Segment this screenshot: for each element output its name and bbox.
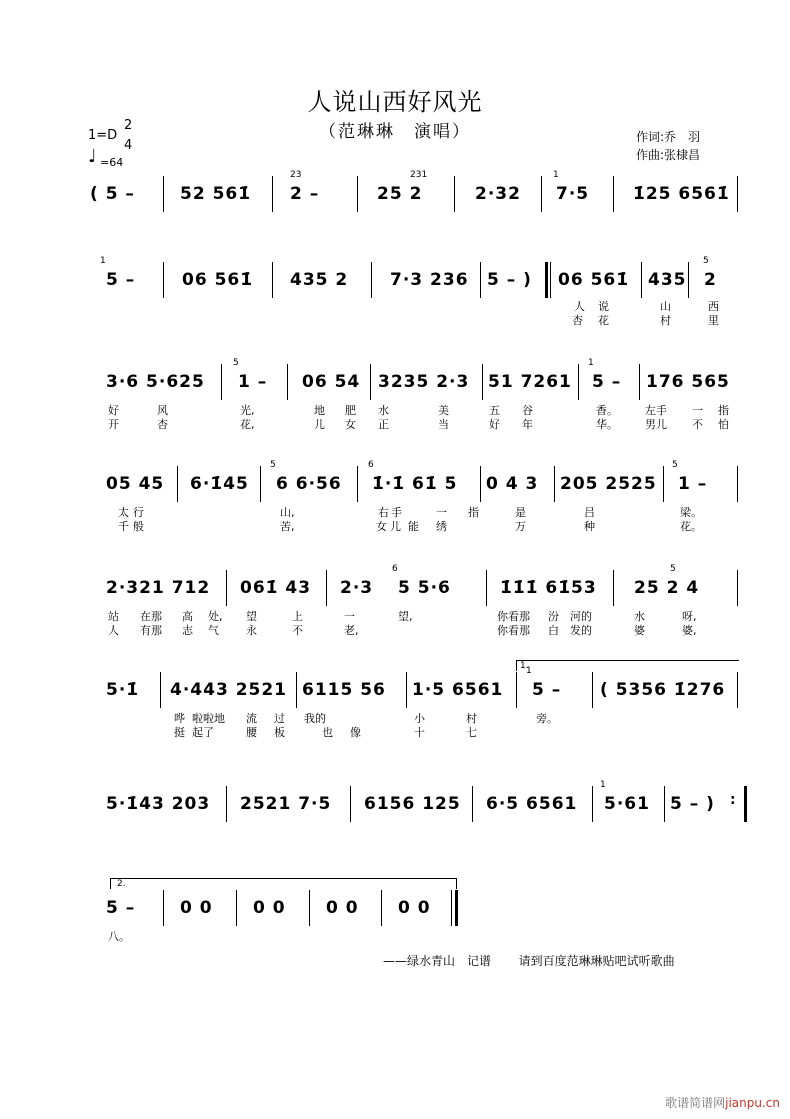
staff-row-5 [0, 564, 790, 637]
lyric: 水 [378, 404, 389, 417]
lyric: 指 [718, 404, 729, 417]
lyric: 腰 [246, 726, 257, 739]
grace-note: 5 [233, 358, 239, 368]
key-signature: 1=D [88, 128, 118, 143]
lyric: 五 [489, 404, 500, 417]
lyric: 女 [345, 418, 356, 431]
lyric: 苦, [280, 520, 295, 533]
lyric: 发的 [570, 624, 592, 637]
lyricist-credit: 作词:乔 羽 [636, 130, 701, 144]
lyric: 旁。 [536, 712, 558, 725]
measure: 0 0 [326, 898, 359, 918]
measure: 5·61 [604, 794, 650, 814]
staff-row-1 [0, 170, 790, 236]
lyric: 是 [515, 506, 526, 519]
lyric: 山, [280, 506, 295, 519]
lyric: 板 [274, 726, 285, 739]
lyric: 杏 [572, 314, 583, 327]
staff-row-4 [0, 460, 790, 533]
site-watermark: 歌谱简谱网jianpu.cn [665, 1096, 780, 1110]
time-signature-top: 2 [124, 118, 133, 133]
tempo-marking: =64 [100, 156, 124, 169]
lyric: 花 [598, 314, 609, 327]
lyric: 小 [414, 712, 425, 725]
measure: 1̇·1̇ 61̇ 5 [372, 474, 458, 494]
lyric: 啦啦地 [192, 712, 225, 725]
grace-note: 5 [670, 564, 676, 574]
measure: 25 2 [377, 184, 423, 204]
lyric: 开 [108, 418, 119, 431]
lyric: 花。 [680, 520, 702, 533]
measure: 0 0 [180, 898, 213, 918]
grace-note: 1 [553, 170, 559, 180]
lyric: 你看那 [497, 610, 530, 623]
lyric: 挺 [174, 726, 185, 739]
measure: 205 2525 [560, 474, 657, 494]
lyric: 村 [466, 712, 477, 725]
measure: 435 [648, 270, 687, 290]
lyric: 一 [344, 610, 355, 623]
lyric: 气 [208, 624, 219, 637]
lyric: 能 [408, 520, 419, 533]
lyric: 杏 [157, 418, 168, 431]
lyric: 美 [438, 404, 449, 417]
staff-row-8 [0, 879, 790, 950]
measure: 6156 125 [364, 794, 461, 814]
grace-note: 5 [703, 256, 709, 266]
lyric: 起了 [192, 726, 214, 739]
lyric: 流 [246, 712, 257, 725]
lyric: 地 [314, 404, 325, 417]
grace-note: 1 [526, 666, 532, 676]
measure: 2 – [290, 184, 320, 204]
lyric: 花, [240, 418, 255, 431]
lyric: 老, [344, 624, 359, 637]
measure: 06 561̇ [182, 270, 254, 290]
measure: 0 4 3 [486, 474, 539, 494]
transcriber: ——绿水青山 记谱 [383, 954, 492, 968]
lyric: 里 [708, 314, 719, 327]
lyric: 有那 [140, 624, 162, 637]
measure: 2521 7·5 [240, 794, 332, 814]
lyric: 汾 [548, 610, 559, 623]
performer-credit: （范琳琳 演唱） [319, 122, 471, 142]
lyric: 行 [133, 506, 144, 519]
lyric: 我的 [304, 712, 326, 725]
lyric: 指 [468, 506, 479, 519]
lyric: 香。 [596, 404, 618, 417]
lyric: 儿 [314, 418, 325, 431]
lyric: 年 [522, 418, 533, 431]
staff-row-6 [0, 661, 790, 739]
measure: 5 – [592, 372, 622, 392]
lyric: 不 [292, 624, 303, 637]
grace-note: 1 [588, 358, 594, 368]
listen-note: 请到百度范琳琳贴吧试听歌曲 [518, 954, 675, 968]
measure: 6·5 6561 [486, 794, 578, 814]
lyric: 女 [376, 520, 387, 533]
measure: 5 – [532, 680, 562, 700]
lyric: 好 [108, 404, 119, 417]
measure: 06 54 [302, 372, 361, 392]
lyric: 处, [208, 610, 223, 623]
lyric: 华。 [596, 418, 618, 431]
lyric: 谷 [522, 404, 533, 417]
lyric: 山 [660, 300, 671, 313]
measure: 5 – ) [487, 270, 532, 290]
lyric: 人 [108, 624, 119, 637]
grace-note: 5 [672, 460, 678, 470]
measure: 6 6·56 [276, 474, 342, 494]
lyric: 右 [378, 506, 389, 519]
lyric: 千 [118, 520, 129, 533]
lyric: 像 [350, 726, 361, 739]
song-title: 人说山西好风光 [307, 88, 483, 116]
lyric: 你看那 [497, 624, 530, 637]
measure: 176 565 [646, 372, 730, 392]
lyric: 绣 [436, 520, 447, 533]
lyric: 手 [391, 506, 402, 519]
lyric: 好 [489, 418, 500, 431]
lyric: 八。 [108, 930, 130, 943]
grace-note: 6 [368, 460, 374, 470]
measure: 5 5·6 [398, 578, 451, 598]
lyric: 高 [182, 610, 193, 623]
measure: 061̇ 43 [240, 578, 312, 598]
lyric: 婆, [682, 624, 697, 637]
lyric: 梁。 [680, 506, 702, 519]
measure: 2·321 712 [106, 578, 211, 598]
lyric: 光, [240, 404, 255, 417]
lyric: 肥 [345, 404, 356, 417]
measure: 2 [704, 270, 717, 290]
measure: 4·443 2521 [170, 680, 288, 700]
lyric: 吕 [584, 506, 595, 519]
measure: 05 45 [106, 474, 165, 494]
measure: 1 – [678, 474, 708, 494]
lyric: 一 [436, 506, 447, 519]
lyric: 志 [182, 624, 193, 637]
lyric: 婆 [634, 624, 645, 637]
footer-credit [383, 952, 675, 969]
lyric: 人 [574, 300, 585, 313]
measure: 5 – ) [670, 794, 715, 814]
grace-note: 23 [290, 170, 302, 180]
lyric: 村 [660, 314, 671, 327]
measure: 1·5 6561 [412, 680, 504, 700]
measure: 3·6 5·625 [106, 372, 205, 392]
lyric: 般 [133, 520, 144, 533]
measure: 5 – [106, 270, 136, 290]
lyric: 在那 [140, 610, 162, 623]
lyric: 风 [157, 404, 168, 417]
lyric: 太 [118, 506, 129, 519]
grace-note: 1 [600, 780, 606, 790]
lyric: 望 [246, 610, 257, 623]
grace-note: 1 [100, 256, 106, 266]
lyric: 河的 [570, 610, 592, 623]
lyric: 儿 [390, 520, 401, 533]
lyric: 不 [692, 418, 703, 431]
lyric: 也 [322, 726, 333, 739]
lyric: 十 [414, 726, 425, 739]
lyric: 白 [548, 624, 559, 637]
lyric: 站 [108, 610, 119, 623]
lyric: 七 [466, 726, 477, 739]
lyric: 正 [378, 418, 389, 431]
lyric: 望, [398, 610, 413, 623]
lyric: 男儿 [645, 418, 667, 431]
measure: ( 5 – [90, 184, 135, 204]
second-ending-bracket: 2. [110, 878, 457, 889]
first-ending-bracket: 1. [516, 660, 739, 671]
measure: 3235 2·3 [378, 372, 470, 392]
measure: 0 0 [398, 898, 431, 918]
lyric: 哗 [174, 712, 185, 725]
lyric: 西 [708, 300, 719, 313]
staff-row-7 [0, 780, 790, 846]
measure: ( 5356 1̇276 [600, 680, 726, 700]
measure: 52 561̇ [180, 184, 252, 204]
measure: 06 561̇ [558, 270, 630, 290]
measure: 6·1̇45 [190, 474, 249, 494]
measure: 5 – [106, 898, 136, 918]
lyric: 左手 [645, 404, 667, 417]
lyric: 种 [584, 520, 595, 533]
lyric: 水 [634, 610, 645, 623]
measure: 2·3 [340, 578, 374, 598]
grace-note: 5 [270, 460, 276, 470]
measure: 2·32 [475, 184, 521, 204]
time-signature-bottom: 4 [124, 138, 133, 153]
lyric: 说 [598, 300, 609, 313]
lyric: 当 [438, 418, 449, 431]
measure: 7·3 236 [390, 270, 469, 290]
lyric: 呀, [682, 610, 697, 623]
lyric: 怕 [718, 418, 729, 431]
lyric: 永 [246, 624, 257, 637]
measure: 6115 56 [302, 680, 386, 700]
lyric: 万 [515, 520, 526, 533]
measure: 1̇1̇1̇ 61̇53 [500, 578, 597, 598]
staff-row-3 [0, 358, 790, 431]
repeat-sign-icon: : [730, 792, 736, 808]
measure: 1 – [238, 372, 268, 392]
grace-note: 6 [392, 564, 398, 574]
measure: 0 0 [253, 898, 286, 918]
grace-note: 231 [410, 170, 428, 180]
measure: 51 7261 [488, 372, 572, 392]
staff-row-2 [0, 256, 790, 327]
measure: 5·1̇ [106, 680, 140, 700]
lyric: 过 [274, 712, 285, 725]
measure: 5·1̇43 203 [106, 794, 211, 814]
measure: 1̇25 6561̇ [633, 184, 730, 204]
measure: 25 2 4 [634, 578, 700, 598]
composer-credit: 作曲:张棣昌 [636, 148, 701, 162]
measure: 7·5 [556, 184, 590, 204]
lyric: 上 [292, 610, 303, 623]
measure: 435 2 [290, 270, 349, 290]
lyric: 一 [692, 404, 703, 417]
quarter-note-icon: ♩ [88, 146, 97, 167]
